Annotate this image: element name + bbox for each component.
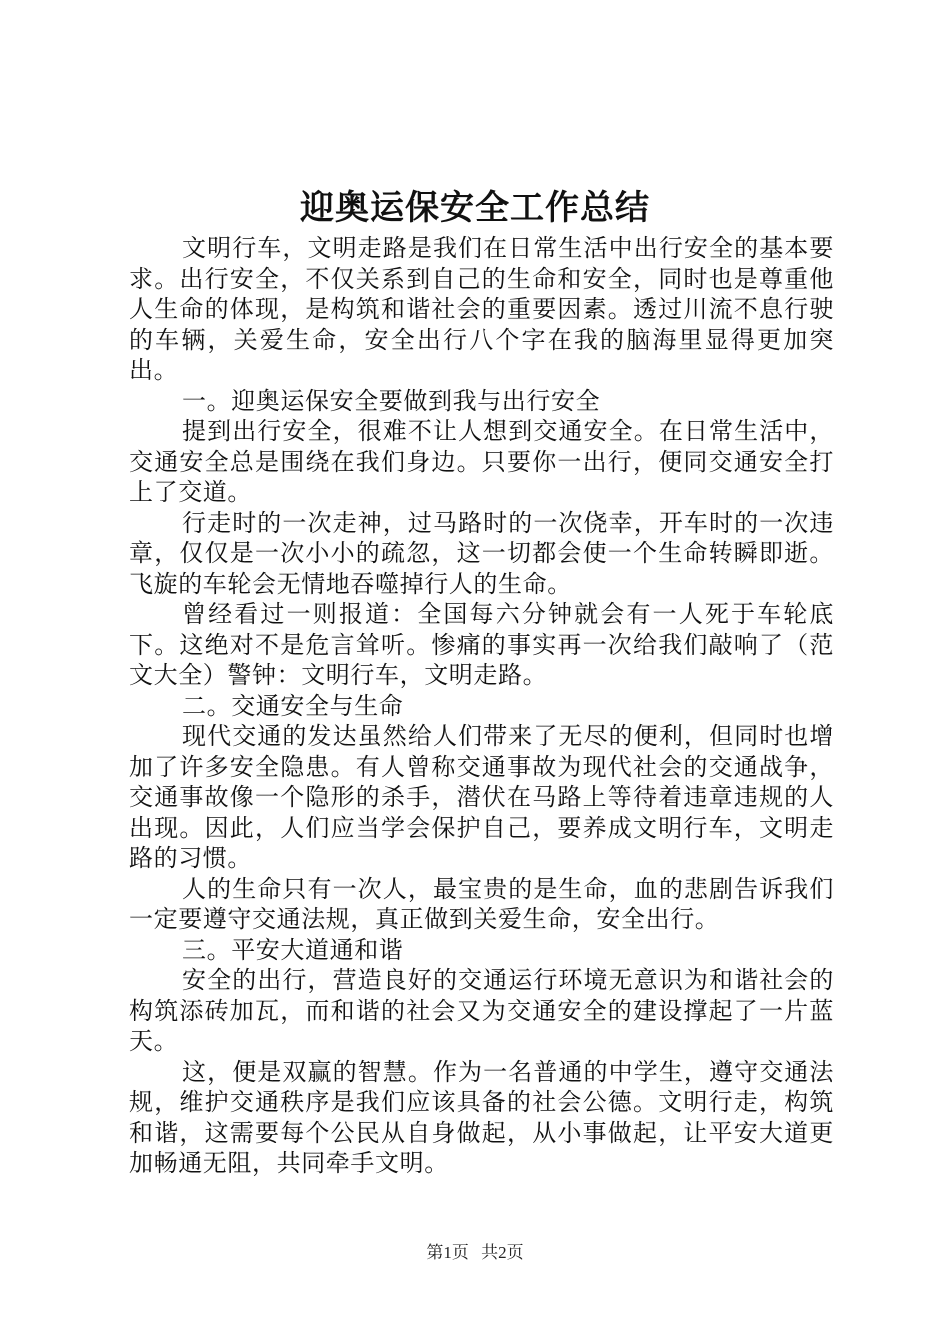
document-body: [129, 233, 834, 1179]
paragraph: 安全的出行，营造良好的交通运行环境无意识为和谐社会的构筑添砖加瓦，而和谐的社会又为交通安全的建设撑起了一片蓝天。: [129, 966, 834, 1055]
paragraph: 行走时的一次走神，过马路时的一次侥幸，开车时的一次违章，仅仅是一次小小的疏忽，这一切都会使一个生命转瞬即逝。飞旋的车轮会无情地吞噬掉行人的生命。: [129, 508, 834, 598]
document-title: 迎奥运保安全工作总结: [300, 188, 650, 228]
paragraph: 人的生命只有一次人，最宝贵的是生命，血的悲剧告诉我们一定要遵守交通法规，真正做到关爱生命，安全出行。: [129, 874, 834, 933]
page-footer: [0, 1242, 950, 1264]
paragraph: 这，便是双赢的智慧。作为一名普通的中学生，遵守交通法规，维护交通秩序是我们应该具备的社会公德。文明行走，构筑和谐，这需要每个公民从自身做起，从小事做起，让平安大道更加畅通无阻，共同牵手文明。: [129, 1057, 834, 1177]
page-total: 共2页: [481, 1243, 524, 1262]
section-heading-3: 三。平安大道通和谐: [182, 935, 404, 964]
paragraph: 现代交通的发达虽然给人们带来了无尽的便利，但同时也增加了许多安全隐患。有人曾称交通事故为现代社会的交通战争，交通事故像一个隐形的杀手，潜伏在马路上等待着违章违规的人出现。因此，人们应当学会保护自己，要养成文明行车，文明走路的习惯。: [129, 722, 834, 872]
page-number: 第1页: [426, 1243, 469, 1262]
paragraph: 提到出行安全，很难不让人想到交通安全。在日常生活中，交通安全总是围绕在我们身边。只要你一出行，便同交通安全打上了交道。: [129, 417, 834, 506]
paragraph: 曾经看过一则报道：全国每六分钟就会有一人死于车轮底下。这绝对不是危言耸听。惨痛的事实再一次给我们敲响了（范文大全）警钟：文明行车，文明走路。: [129, 600, 834, 689]
section-heading-2: 二。交通安全与生命: [182, 691, 404, 720]
section-heading-1: 一。迎奥运保安全要做到我与出行安全: [182, 386, 601, 415]
paragraph-intro: 文明行车，文明走路是我们在日常生活中出行安全的基本要求。出行安全，不仅关系到自己的生命和安全，同时也是尊重他人生命的体现，是构筑和谐社会的重要因素。透过川流不息行驶的车辆，关爱生命，安全出行八个字在我的脑海里显得更加突出。: [129, 234, 834, 384]
